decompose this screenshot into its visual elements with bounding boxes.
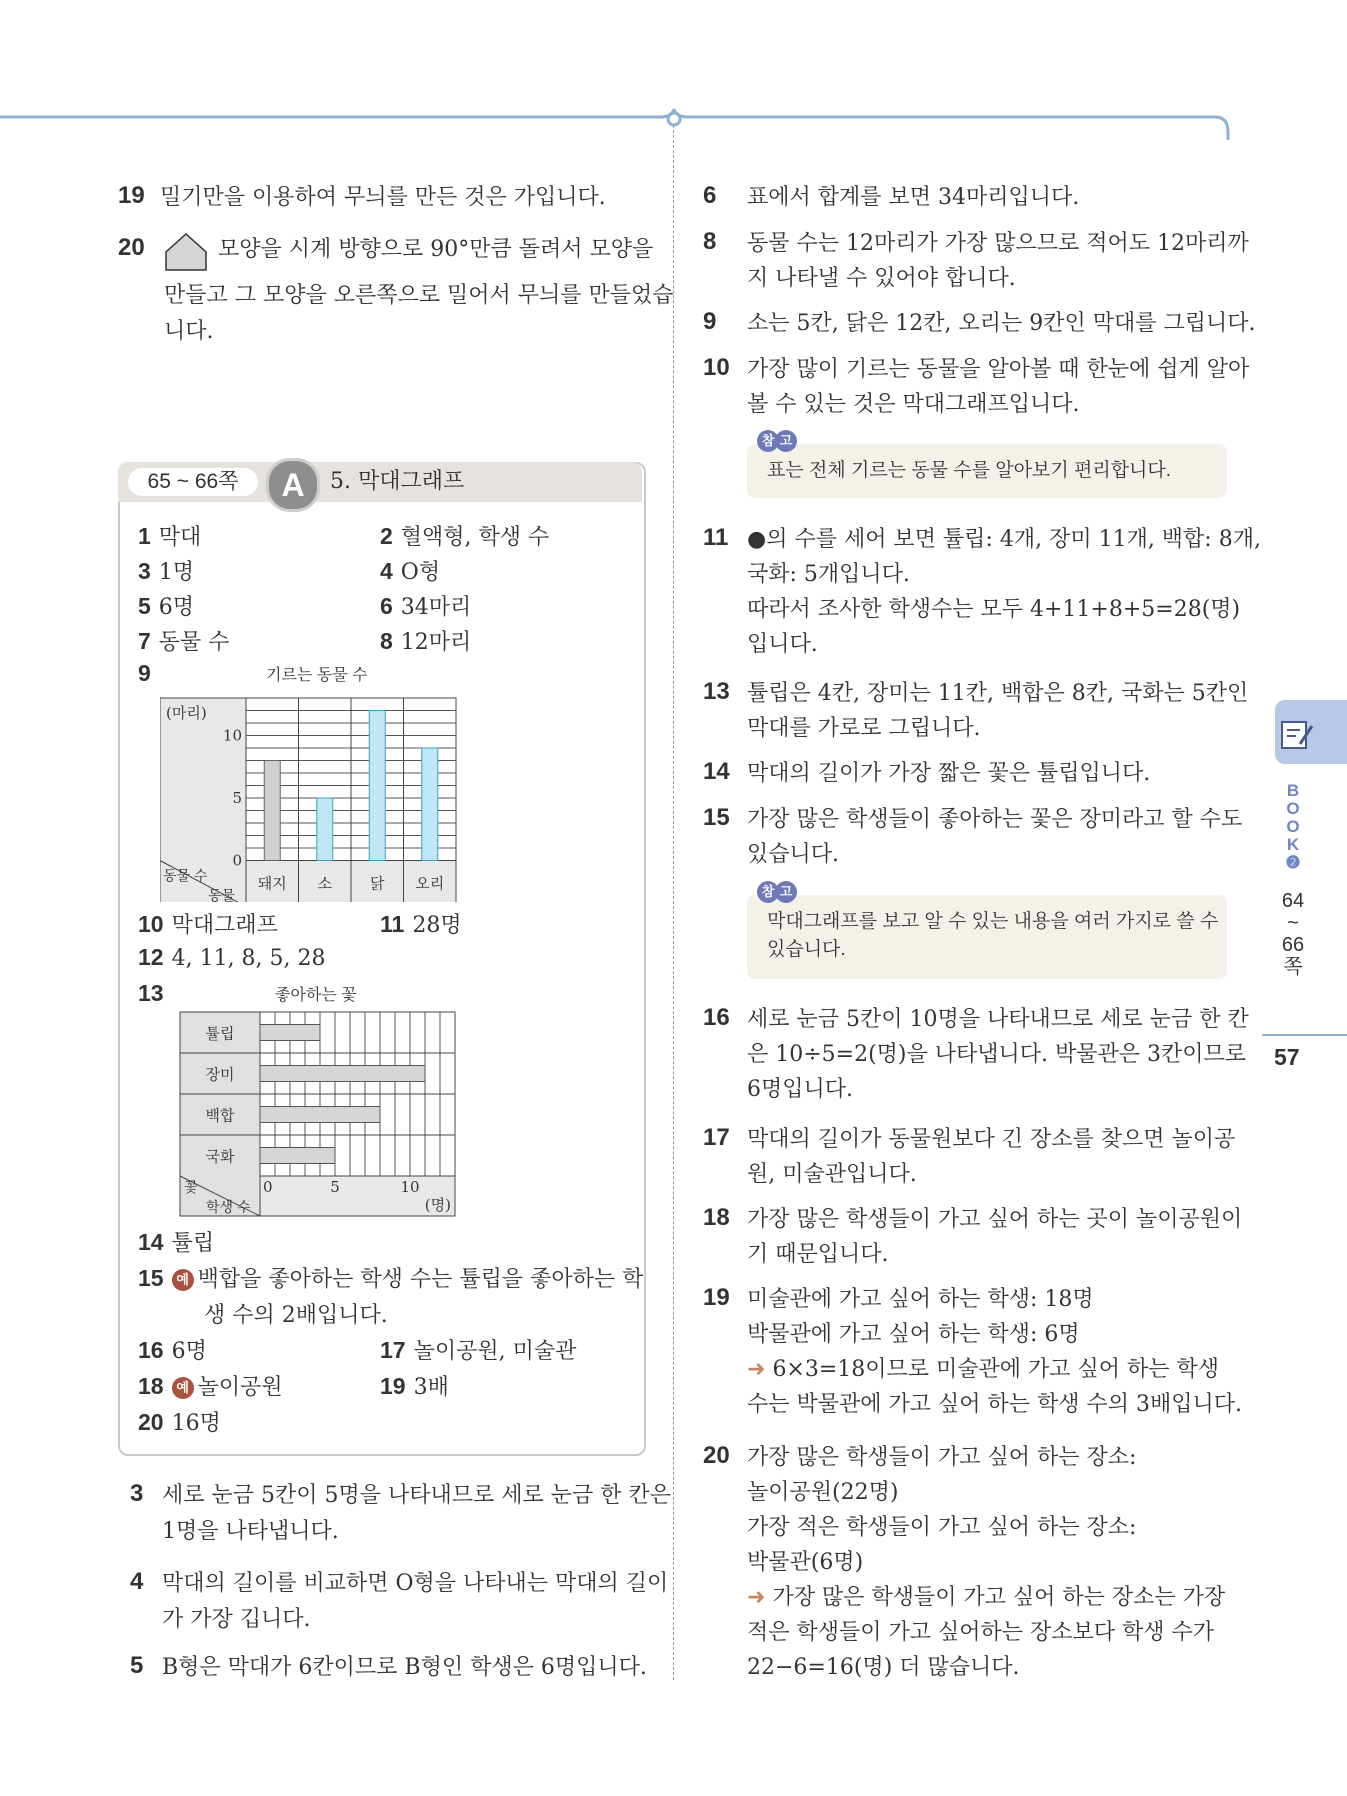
answer-4: 4 O형: [380, 558, 441, 585]
item-number: 19: [118, 182, 145, 209]
answer-14: 14 튤립: [138, 1229, 215, 1256]
item-number: 13: [703, 678, 730, 705]
item-text-line: 막대를 가로로 그립니다.: [747, 716, 981, 741]
note-box-1: [747, 433, 1227, 498]
item-text-line: 동물 수는 12마리가 가장 많으므로 적어도 12마리까: [747, 231, 1249, 256]
x-tick-label: 돼지: [257, 875, 287, 893]
corner-label-bottom: 동물: [208, 887, 236, 902]
x-tick-label: 5: [330, 1178, 340, 1196]
note-box-2: [747, 884, 1227, 979]
item-text-line: 소는 5칸, 닭은 12칸, 오리는 9칸인 막대를 그립니다.: [747, 311, 1256, 336]
item-text-line: 6명입니다.: [747, 1077, 853, 1102]
example-badge: 예: [172, 1377, 194, 1399]
item-text-line1: 모양을 시계 방향으로 90°만큼 돌려서 모양을: [218, 237, 654, 262]
item-text-line: 박물관(6명): [747, 1550, 864, 1575]
flower-bar-chart: [170, 982, 490, 1222]
answer-5: 5 6명: [138, 593, 195, 620]
column-divider: [673, 125, 674, 1680]
y-axis-label: (마리): [166, 704, 207, 722]
corner-label-bottom: 학생 수: [206, 1199, 251, 1215]
item-text-line: 가장 많이 기르는 동물을 알아볼 때 한눈에 쉽게 알아: [747, 357, 1250, 382]
x-tick-label: 오리: [415, 875, 445, 893]
item-text-line: 원, 미술관입니다.: [747, 1162, 917, 1187]
note-badge: 참 고: [757, 430, 801, 456]
item-number: 18: [703, 1204, 730, 1231]
item-text-line: 적은 학생들이 가고 싶어하는 장소보다 학생 수가: [747, 1620, 1215, 1645]
item-text-line: 튤립은 4칸, 장미는 11칸, 백합은 8칸, 국화는 5칸인: [747, 681, 1249, 706]
bar-장미: [260, 1066, 425, 1082]
item-number: 9: [703, 308, 717, 335]
item-text-line: 은 10÷5=2(명)을 나타냅니다. 박물관은 3칸이므로: [747, 1042, 1247, 1067]
answer-10: 10 막대그래프: [138, 911, 278, 938]
answer-3: 3 1명: [138, 558, 195, 585]
item-text-line: 기 때문입니다.: [747, 1242, 889, 1267]
item-text-line3: 니다.: [164, 319, 214, 344]
item-text-line: 가장 많은 학생들이 가고 싶어 하는 장소:: [747, 1445, 1137, 1470]
y-tick-label: 국화: [205, 1148, 235, 1166]
note-text: 표는 전체 기르는 동물 수를 알아보기 편리합니다.: [767, 460, 1172, 481]
item-text-line: 박물관에 가고 싶어 하는 학생: 6명: [747, 1322, 1080, 1347]
item-text-line: ●의 수를 세어 보면 튤립: 4개, 장미 11개, 백합: 8개,: [747, 527, 1261, 552]
notebook-icon: [1278, 716, 1318, 752]
item-text-line: 미술관에 가고 싶어 하는 학생: 18명: [747, 1287, 1094, 1312]
item-number: 20: [703, 1442, 730, 1469]
item-number: 20: [118, 234, 145, 261]
item-text-line: 국화: 5개입니다.: [747, 562, 910, 587]
item-text-line: 가장 많은 학생들이 좋아하는 꽃은 장미라고 할 수도: [747, 807, 1243, 832]
item-text-line: 막대의 길이가 가장 짧은 꽃은 튤립입니다.: [747, 761, 1151, 786]
item-number: 10: [703, 354, 730, 381]
item-text-line: 볼 수 있는 것은 막대그래프입니다.: [747, 392, 1080, 417]
bar-소: [317, 798, 333, 861]
item-number: 15: [703, 804, 730, 831]
answer-16: 16 6명: [138, 1337, 207, 1364]
answer-19: 19 3배: [380, 1373, 449, 1400]
x-tick-label: 0: [263, 1178, 273, 1196]
note-badge: 참 고: [757, 881, 801, 907]
item-text-line2: 만들고 그 모양을 오른쪽으로 밀어서 무늬를 만들었습: [164, 283, 674, 308]
item-number: 17: [703, 1124, 730, 1151]
answer-8: 8 12마리: [380, 628, 472, 655]
corner-label-top: 꽃: [184, 1179, 198, 1195]
item-text-line: 막대의 길이가 동물원보다 긴 장소를 찾으면 놀이공: [747, 1127, 1236, 1152]
y-tick-label: 장미: [205, 1066, 235, 1084]
item-text-line: 입니다.: [747, 632, 818, 657]
answer-11: 11 28명: [380, 911, 462, 938]
item-text-line: 따라서 조사한 학생수는 모두 4+11+8+5=28(명): [747, 597, 1241, 622]
bar-닭: [369, 711, 385, 861]
bar-돼지: [264, 761, 280, 861]
item-text-line: 있습니다.: [747, 842, 840, 867]
chart-title: 좋아하는 꽃: [275, 987, 357, 1004]
item-number: 19: [703, 1284, 730, 1311]
answer-13: 13: [138, 980, 164, 1006]
item-text-line: 가장 많은 학생들이 가고 싶어 하는 곳이 놀이공원이: [747, 1207, 1243, 1232]
item-text: 밀기만을 이용하여 무늬를 만든 것은 가입니다.: [160, 185, 606, 210]
item-text-line: 수는 박물관에 가고 싶어 하는 학생 수의 3배입니다.: [747, 1392, 1242, 1417]
header-title: 5. 막대그래프: [330, 469, 465, 494]
y-tick-label: 5: [232, 789, 242, 807]
bar-백합: [260, 1107, 380, 1123]
x-axis-label: (명): [424, 1196, 451, 1214]
page-number: 57: [1274, 1044, 1300, 1070]
answer-9: 9: [138, 660, 151, 686]
answer-15: 15 예 백합을 좋아하는 학생 수는 튤립을 좋아하는 학: [138, 1265, 644, 1292]
chart-title: 기르는 동물 수: [266, 667, 368, 684]
answer-15-line2: 생 수의 2배입니다.: [204, 1303, 388, 1328]
x-tick-label: 10: [400, 1178, 420, 1196]
note-text-line2: 있습니다.: [767, 939, 846, 960]
answer-7: 7 동물 수: [138, 628, 230, 655]
page-number-rule: [1262, 1034, 1347, 1036]
answer-18: 18 예 놀이공원: [138, 1373, 283, 1400]
answer-17: 17 놀이공원, 미술관: [380, 1337, 577, 1364]
item-text-line: 지 나타낼 수 있어야 합니다.: [747, 266, 1016, 291]
shape-icon: [164, 232, 208, 272]
answer-2: 2 혈액형, 학생 수: [380, 523, 550, 550]
item-text-line: ➜ 6×3=18이므로 미술관에 가고 싶어 하는 학생: [747, 1357, 1220, 1382]
answer-6: 6 34마리: [380, 593, 472, 620]
answer-20: 20 16명: [138, 1409, 221, 1436]
answer-1: 1 막대: [138, 523, 202, 550]
item-text-line: 가장 적은 학생들이 가고 싶어 하는 장소:: [747, 1515, 1137, 1540]
item-number: 8: [703, 228, 717, 255]
bar-튤립: [260, 1025, 320, 1041]
answer-12: 12 4, 11, 8, 5, 28: [138, 944, 326, 971]
item-text-line: 놀이공원(22명): [747, 1480, 899, 1505]
item-number: 11: [703, 524, 729, 551]
y-tick-label: 0: [232, 851, 242, 870]
y-tick-label: 10: [222, 726, 242, 745]
header-pages: 65 ~ 66쪽: [128, 468, 258, 496]
arrow-icon: ➜: [747, 1357, 773, 1382]
example-badge: 예: [172, 1269, 194, 1291]
y-tick-label: 백합: [205, 1107, 235, 1125]
item-number: 14: [703, 758, 730, 785]
corner-label-top: 동물 수: [163, 867, 208, 884]
animal-bar-chart: [160, 662, 460, 902]
note-text: 막대그래프를 보고 알 수 있는 내용을 여러 가지로 쓸 수: [767, 911, 1219, 932]
header-badge: A: [266, 458, 320, 512]
page-range: 64 ~ 66 쪽: [1281, 890, 1305, 978]
item-text-line: ➜ 가장 많은 학생들이 가고 싶어 하는 장소는 가장: [747, 1585, 1226, 1610]
arrow-icon: ➜: [747, 1585, 773, 1610]
item-text-line: 표에서 합계를 보면 34마리입니다.: [747, 185, 1080, 210]
item-number: 6: [703, 182, 717, 209]
y-tick-label: 튤립: [205, 1025, 235, 1043]
item-text-line: 세로 눈금 5칸이 10명을 나타내므로 세로 눈금 한 칸: [747, 1007, 1249, 1032]
x-tick-label: 소: [317, 875, 332, 893]
x-tick-label: 닭: [370, 875, 385, 893]
book-label: B O O K ❷: [1285, 781, 1301, 872]
bar-오리: [422, 748, 438, 861]
item-number: 16: [703, 1004, 730, 1031]
item-text-line: 22−6=16(명) 더 많습니다.: [747, 1655, 1020, 1680]
bar-국화: [260, 1148, 335, 1164]
